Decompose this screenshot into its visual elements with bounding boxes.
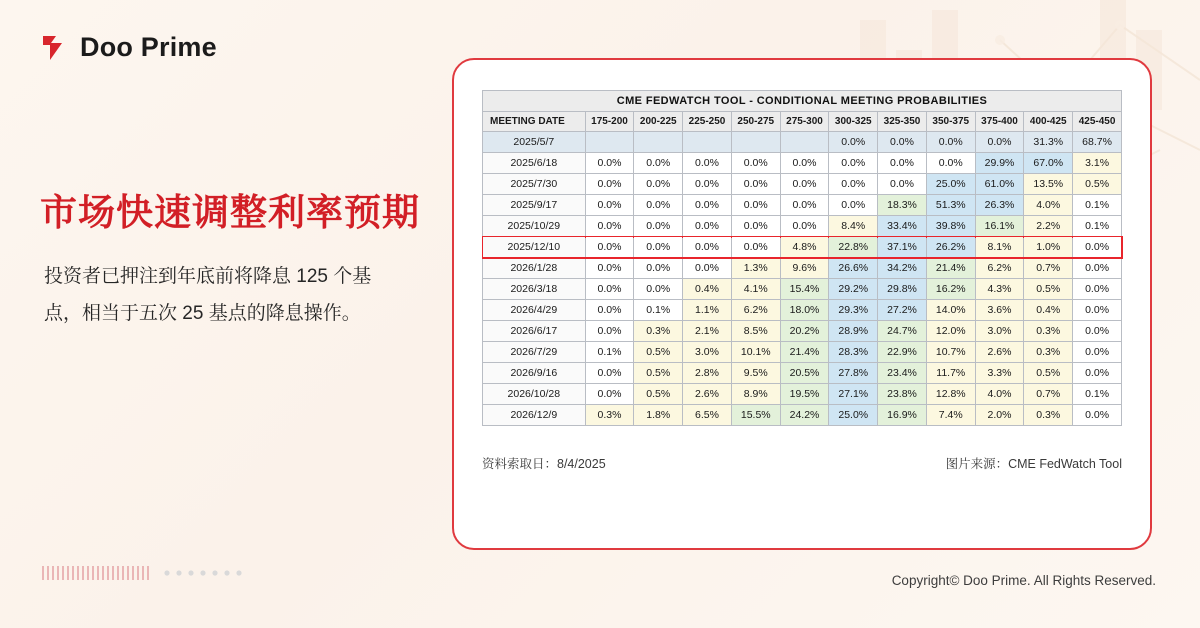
cell-probability: 21.4% [926,258,975,279]
cell-probability: 0.3% [1024,321,1073,342]
cell-meeting-date: 2025/5/7 [483,132,586,153]
cell-probability: 20.5% [780,363,829,384]
column-header-250-275: 250-275 [731,112,780,132]
cell-probability: 0.0% [1073,279,1122,300]
cell-probability: 0.3% [1024,405,1073,426]
cell-probability: 9.5% [731,363,780,384]
cell-probability: 1.1% [683,300,732,321]
cell-probability: 7.4% [926,405,975,426]
cell-probability: 0.7% [1024,384,1073,405]
cell-probability: 0.0% [683,216,732,237]
cell-probability: 0.0% [731,174,780,195]
cell-probability: 0.0% [634,258,683,279]
table-row [483,174,1122,195]
cell-probability [780,132,829,153]
cell-probability: 68.7% [1073,132,1122,153]
cell-probability: 0.0% [585,279,634,300]
cell-probability: 0.0% [878,153,927,174]
cell-probability: 29.2% [829,279,878,300]
cell-probability: 0.0% [585,300,634,321]
cell-probability: 25.0% [829,405,878,426]
table-title-row [483,91,1122,112]
cell-probability: 34.2% [878,258,927,279]
cell-probability: 15.4% [780,279,829,300]
cell-probability: 1.0% [1024,237,1073,258]
cell-probability: 0.0% [634,153,683,174]
cell-probability: 0.0% [585,258,634,279]
table-title: CME FEDWATCH TOOL - CONDITIONAL MEETING PROBABILITIES [483,91,1122,112]
cell-probability [634,132,683,153]
cell-probability: 10.1% [731,342,780,363]
card-footer [482,454,1122,472]
brand-logo [40,32,217,63]
cell-probability: 0.0% [585,363,634,384]
cell-probability: 12.0% [926,321,975,342]
cell-probability: 19.5% [780,384,829,405]
cell-probability: 0.0% [683,258,732,279]
cell-probability: 0.1% [585,342,634,363]
cell-probability: 39.8% [926,216,975,237]
cell-probability: 0.0% [634,174,683,195]
cell-probability: 8.9% [731,384,780,405]
cell-probability: 23.8% [878,384,927,405]
cell-probability: 2.8% [683,363,732,384]
cell-probability: 0.0% [926,153,975,174]
cell-probability: 0.0% [1073,363,1122,384]
cell-meeting-date: 2025/10/29 [483,216,586,237]
cell-probability: 24.2% [780,405,829,426]
cell-probability: 28.9% [829,321,878,342]
cell-meeting-date: 2026/3/18 [483,279,586,300]
cell-probability: 22.9% [878,342,927,363]
column-header-425-450: 425-450 [1073,112,1122,132]
column-header-325-350: 325-350 [878,112,927,132]
cell-probability: 0.0% [1073,237,1122,258]
table-row [483,321,1122,342]
cell-probability: 27.8% [829,363,878,384]
cell-probability: 26.3% [975,195,1024,216]
cell-probability: 24.7% [878,321,927,342]
dots-decoration [42,564,242,586]
column-header-300-325: 300-325 [829,112,878,132]
cell-probability: 0.0% [634,279,683,300]
brand-name: Doo Prime [80,32,217,62]
image-source-label: 图片来源：CME FedWatch Tool [945,457,1122,471]
cell-probability [683,132,732,153]
cell-probability: 0.0% [1073,342,1122,363]
table-row [483,237,1122,258]
cell-meeting-date: 2026/1/28 [483,258,586,279]
cell-probability: 0.0% [829,153,878,174]
cell-probability: 0.0% [780,174,829,195]
cell-probability: 0.4% [683,279,732,300]
column-header-400-425: 400-425 [1024,112,1073,132]
cell-probability: 26.2% [926,237,975,258]
cell-probability: 0.0% [585,174,634,195]
table-row [483,342,1122,363]
cell-probability: 61.0% [975,174,1024,195]
cell-meeting-date: 2025/12/10 [483,237,586,258]
cell-probability: 4.3% [975,279,1024,300]
cell-probability: 0.0% [585,321,634,342]
table-row [483,363,1122,384]
column-header-175-200: 175-200 [585,112,634,132]
cell-probability: 0.5% [1024,363,1073,384]
cell-probability: 0.5% [634,342,683,363]
cell-probability [731,132,780,153]
subtitle-text: 投资者已押注到年底前将降息 125 个基点，相当于五次 25 基点的降息操作。 [44,266,372,325]
page-title: 市场快速调整利率预期 [40,192,420,233]
cell-probability: 29.8% [878,279,927,300]
cell-probability: 0.0% [683,153,732,174]
cell-probability: 0.5% [1073,174,1122,195]
cell-probability: 0.5% [1024,279,1073,300]
table-row [483,195,1122,216]
cell-meeting-date: 2026/7/29 [483,342,586,363]
cell-probability: 0.0% [731,195,780,216]
cell-probability: 4.1% [731,279,780,300]
cell-probability: 13.5% [1024,174,1073,195]
cell-probability: 51.3% [926,195,975,216]
cell-probability: 2.2% [1024,216,1073,237]
column-header-275-300: 275-300 [780,112,829,132]
cell-probability: 3.3% [975,363,1024,384]
table-row [483,216,1122,237]
source-date-label: 资料索取日：8/4/2025 [482,457,606,471]
table-row [483,384,1122,405]
cell-probability: 0.0% [829,174,878,195]
cell-probability [585,132,634,153]
cell-probability: 27.1% [829,384,878,405]
cell-probability: 1.8% [634,405,683,426]
table-row [483,132,1122,153]
cell-meeting-date: 2025/7/30 [483,174,586,195]
cell-probability: 0.1% [1073,195,1122,216]
cell-probability: 0.0% [1073,405,1122,426]
cell-probability: 2.1% [683,321,732,342]
cell-probability: 0.0% [683,174,732,195]
cell-probability: 18.3% [878,195,927,216]
cell-probability: 0.0% [585,153,634,174]
cell-probability: 67.0% [1024,153,1073,174]
cell-probability: 6.2% [975,258,1024,279]
cell-probability: 0.0% [1073,321,1122,342]
column-header-meeting-date: MEETING DATE [483,112,586,132]
cell-probability: 16.2% [926,279,975,300]
cell-probability: 27.2% [878,300,927,321]
copyright-text: Copyright© Doo Prime. All Rights Reserved. [891,573,1156,588]
table-row [483,279,1122,300]
cell-probability: 28.3% [829,342,878,363]
cell-probability: 8.1% [975,237,1024,258]
cell-probability: 10.7% [926,342,975,363]
cell-probability: 2.6% [975,342,1024,363]
cell-probability: 0.1% [1073,216,1122,237]
cell-probability: 0.0% [780,216,829,237]
cell-meeting-date: 2026/10/28 [483,384,586,405]
cell-probability: 8.4% [829,216,878,237]
cell-probability: 8.5% [731,321,780,342]
cell-meeting-date: 2025/6/18 [483,153,586,174]
cell-probability: 0.3% [634,321,683,342]
cell-probability: 3.0% [975,321,1024,342]
cell-probability: 2.0% [975,405,1024,426]
cell-probability: 22.8% [829,237,878,258]
cell-probability: 0.3% [585,405,634,426]
cell-probability: 0.0% [780,153,829,174]
table-row [483,300,1122,321]
cell-probability: 0.0% [731,153,780,174]
cell-probability: 0.0% [878,174,927,195]
cell-probability: 0.5% [634,384,683,405]
cell-probability: 21.4% [780,342,829,363]
column-header-375-400: 375-400 [975,112,1024,132]
cell-probability: 18.0% [780,300,829,321]
cell-probability: 4.0% [975,384,1024,405]
cell-probability: 0.0% [731,237,780,258]
cell-probability: 3.0% [683,342,732,363]
cell-probability: 0.0% [585,195,634,216]
cell-probability: 33.4% [878,216,927,237]
column-header-350-375: 350-375 [926,112,975,132]
cell-probability: 0.0% [1073,258,1122,279]
cell-probability: 6.5% [683,405,732,426]
cell-probability: 0.0% [829,195,878,216]
cell-probability: 0.0% [1073,300,1122,321]
cell-probability: 0.0% [683,195,732,216]
cell-probability: 37.1% [878,237,927,258]
table-row [483,405,1122,426]
cell-probability: 6.2% [731,300,780,321]
cell-probability: 0.1% [634,300,683,321]
cell-probability: 0.3% [1024,342,1073,363]
cell-probability: 0.0% [780,195,829,216]
cell-meeting-date: 2026/6/17 [483,321,586,342]
cell-probability: 2.6% [683,384,732,405]
cell-probability: 0.0% [731,216,780,237]
cell-probability: 0.5% [634,363,683,384]
fedwatch-card [452,58,1152,550]
cell-probability: 16.1% [975,216,1024,237]
cell-probability: 15.5% [731,405,780,426]
table-body [483,132,1122,426]
cell-probability: 31.3% [1024,132,1073,153]
cell-probability: 0.0% [585,237,634,258]
column-header-225-250: 225-250 [683,112,732,132]
cell-probability: 29.9% [975,153,1024,174]
cell-probability: 0.0% [878,132,927,153]
cell-probability: 16.9% [878,405,927,426]
cell-probability: 25.0% [926,174,975,195]
cell-probability: 4.0% [1024,195,1073,216]
cell-probability: 4.8% [780,237,829,258]
cell-probability: 0.0% [926,132,975,153]
cell-probability: 12.8% [926,384,975,405]
cell-meeting-date: 2026/4/29 [483,300,586,321]
cell-meeting-date: 2025/9/17 [483,195,586,216]
cell-probability: 0.7% [1024,258,1073,279]
fedwatch-table [482,90,1122,426]
cell-probability: 0.4% [1024,300,1073,321]
cell-probability: 23.4% [878,363,927,384]
cell-probability: 14.0% [926,300,975,321]
cell-meeting-date: 2026/12/9 [483,405,586,426]
cell-probability: 29.3% [829,300,878,321]
cell-meeting-date: 2026/9/16 [483,363,586,384]
cell-probability: 20.2% [780,321,829,342]
table-header-row [483,112,1122,132]
doo-prime-flag-logo-icon [40,33,70,63]
column-header-200-225: 200-225 [634,112,683,132]
table-row [483,153,1122,174]
table-row [483,258,1122,279]
cell-probability: 26.6% [829,258,878,279]
cell-probability: 9.6% [780,258,829,279]
cell-probability: 0.1% [1073,384,1122,405]
cell-probability: 1.3% [731,258,780,279]
cell-probability: 3.1% [1073,153,1122,174]
cell-probability: 3.6% [975,300,1024,321]
cell-probability: 0.0% [829,132,878,153]
cell-probability: 0.0% [634,237,683,258]
cell-probability: 11.7% [926,363,975,384]
cell-probability: 0.0% [634,195,683,216]
cell-probability: 0.0% [975,132,1024,153]
cell-probability: 0.0% [634,216,683,237]
cell-probability: 0.0% [683,237,732,258]
cell-probability: 0.0% [585,384,634,405]
cell-probability: 0.0% [585,216,634,237]
